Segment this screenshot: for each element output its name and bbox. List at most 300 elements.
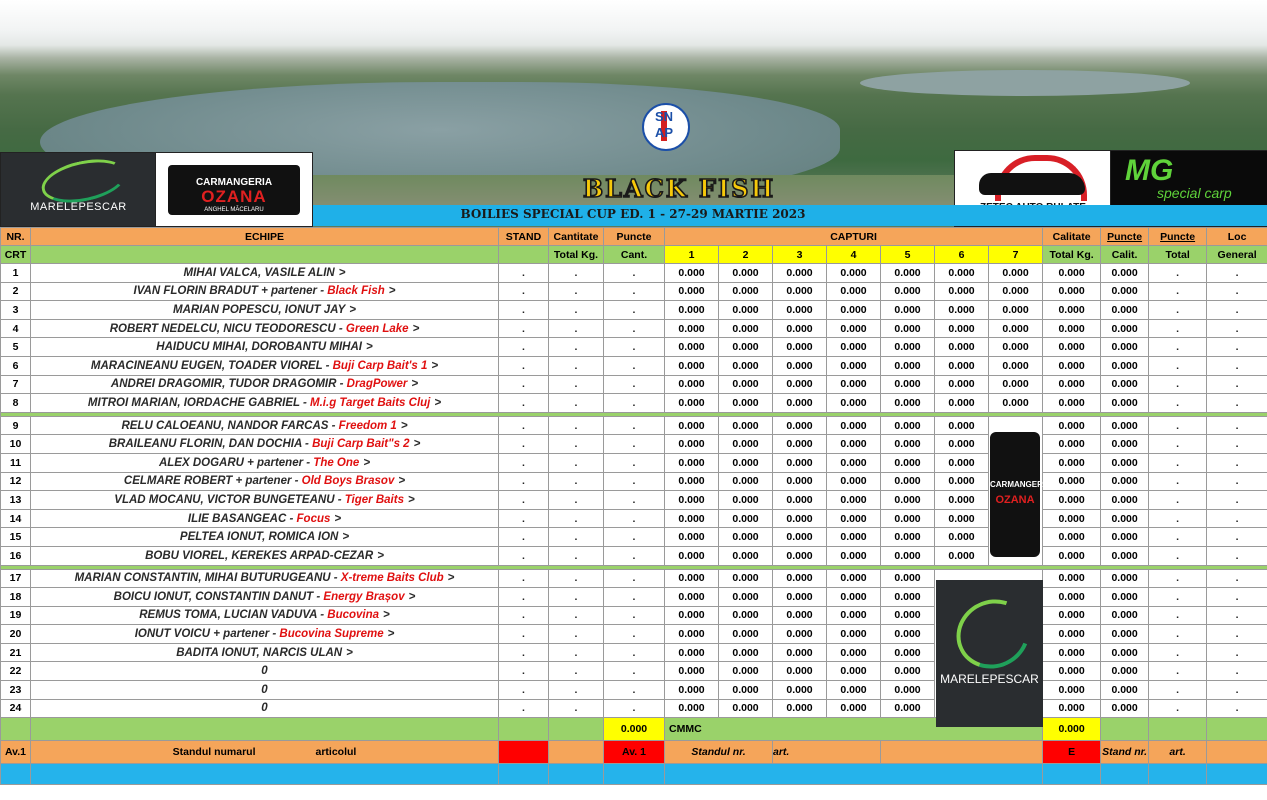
row-general: .: [1207, 264, 1267, 283]
row-stand: .: [499, 301, 549, 320]
table-row: [1, 491, 1267, 510]
row-capture-5: 0.000: [881, 375, 935, 394]
row-capture-5: 0.000: [881, 394, 935, 413]
row-calit-pts: 0.000: [1101, 662, 1149, 681]
row-capture-7: 0.000: [989, 319, 1043, 338]
row-capture-4: 0.000: [827, 319, 881, 338]
marele-pescar-inset-logo: [936, 580, 1043, 727]
row-total-kg: .: [549, 338, 604, 357]
row-general: .: [1207, 681, 1267, 700]
row-total-kg: .: [549, 588, 604, 607]
row-capture-6: 0.000: [935, 282, 989, 301]
col-c4: 4: [827, 246, 881, 264]
col-c6: 6: [935, 246, 989, 264]
footer-standul-left: [31, 741, 499, 764]
footer-standul-mid: Standul nr.: [665, 741, 773, 764]
row-capture-5: 0.000: [881, 606, 935, 625]
row-capture-1: 0.000: [665, 528, 719, 547]
row-calit-pts: 0.000: [1101, 606, 1149, 625]
row-nr: 14: [1, 509, 31, 528]
row-cant: .: [604, 546, 665, 565]
row-team: [31, 375, 499, 394]
row-general: .: [1207, 662, 1267, 681]
row-capture-2: 0.000: [719, 681, 773, 700]
table-row: [1, 264, 1267, 283]
row-capture-4: 0.000: [827, 528, 881, 547]
row-capture-3: 0.000: [773, 643, 827, 662]
carmangeria-sub: ANGHEL MĂCELARU: [204, 207, 264, 213]
row-calit-pts: 0.000: [1101, 625, 1149, 644]
carmangeria-top: CARMANGERIA: [195, 177, 273, 188]
row-general: .: [1207, 338, 1267, 357]
col-loc: Loc: [1207, 228, 1267, 246]
col-calit: Calit.: [1101, 246, 1149, 264]
team-name: RELU CALOEANU, NANDOR FARCAS -: [121, 419, 339, 432]
footer-totals-row: [1, 718, 1267, 741]
row-total-pts: .: [1149, 435, 1207, 454]
table-row: [1, 509, 1267, 528]
row-team: [31, 643, 499, 662]
row-nr: 22: [1, 662, 31, 681]
row-arrow-icon: >: [366, 341, 373, 354]
row-capture-3: 0.000: [773, 588, 827, 607]
table-row: [1, 319, 1267, 338]
row-capture-1: 0.000: [665, 546, 719, 565]
row-capture-3: 0.000: [773, 416, 827, 435]
row-capture-7: 0.000: [989, 338, 1043, 357]
row-calit-pts: 0.000: [1101, 509, 1149, 528]
team-name: REMUS TOMA, LUCIAN VADUVA -: [139, 609, 328, 622]
row-capture-3: 0.000: [773, 282, 827, 301]
row-team: [31, 528, 499, 547]
team-name: ILIE BASANGEAC -: [187, 512, 297, 525]
row-arrow-icon: >: [388, 285, 396, 298]
row-capture-1: 0.000: [665, 338, 719, 357]
row-stand: .: [499, 472, 549, 491]
table-row: [1, 338, 1267, 357]
row-cant: .: [604, 435, 665, 454]
footer-art-mid: art.: [773, 741, 881, 764]
team-name: 0: [261, 665, 268, 678]
row-capture-7: 0.000: [989, 375, 1043, 394]
row-total-kg: .: [549, 375, 604, 394]
row-total-kg: .: [549, 416, 604, 435]
row-capture-6: 0.000: [935, 491, 989, 510]
row-capture-1: 0.000: [665, 588, 719, 607]
row-capture-3: 0.000: [773, 435, 827, 454]
table-row: [1, 699, 1267, 718]
carmangeria-logo: [155, 152, 313, 227]
team-club: Bucovina: [327, 609, 380, 622]
row-capture-4: 0.000: [827, 394, 881, 413]
row-capture-5: 0.000: [881, 643, 935, 662]
row-capture-1: 0.000: [665, 643, 719, 662]
mg-sub: special carp: [1157, 185, 1232, 201]
row-cant: .: [604, 264, 665, 283]
row-capture-2: 0.000: [719, 528, 773, 547]
row-capture-2: 0.000: [719, 662, 773, 681]
row-team: [31, 509, 499, 528]
row-capture-3: 0.000: [773, 546, 827, 565]
row-team: [31, 472, 499, 491]
row-capture-5: 0.000: [881, 319, 935, 338]
row-cant: .: [604, 528, 665, 547]
col-c2: 2: [719, 246, 773, 264]
row-stand: .: [499, 625, 549, 644]
row-capture-2: 0.000: [719, 546, 773, 565]
row-capture-6: 0.000: [935, 356, 989, 375]
footer-nr: [1, 718, 31, 741]
row-capture-1: 0.000: [665, 264, 719, 283]
row-capture-6: 0.000: [935, 509, 989, 528]
row-capture-2: 0.000: [719, 491, 773, 510]
row-total-pts: .: [1149, 546, 1207, 565]
col-c7: 7: [989, 246, 1043, 264]
row-capture-4: 0.000: [827, 491, 881, 510]
footer-team: [31, 718, 499, 741]
row-calit-pts: 0.000: [1101, 569, 1149, 588]
row-capture-7: 0.000: [989, 264, 1043, 283]
row-cant: .: [604, 472, 665, 491]
row-capture-5: 0.000: [881, 681, 935, 700]
row-cant: .: [604, 699, 665, 718]
footer-total-pts: [1149, 718, 1207, 741]
row-calit-kg: 0.000: [1043, 301, 1101, 320]
row-cant: .: [604, 453, 665, 472]
team-name: 0: [261, 702, 268, 715]
row-calit-pts: 0.000: [1101, 643, 1149, 662]
row-capture-5: 0.000: [881, 338, 935, 357]
row-general: .: [1207, 643, 1267, 662]
row-capture-6: 0.000: [935, 394, 989, 413]
row-total-pts: .: [1149, 606, 1207, 625]
row-total-kg: .: [549, 453, 604, 472]
col-crt: CRT: [1, 246, 31, 264]
footer-general: [1207, 718, 1267, 741]
row-general: .: [1207, 569, 1267, 588]
row-total-kg: .: [549, 681, 604, 700]
table-row: [1, 681, 1267, 700]
row-calit-pts: 0.000: [1101, 301, 1149, 320]
row-calit-kg: 0.000: [1043, 606, 1101, 625]
row-capture-3: 0.000: [773, 681, 827, 700]
row-total-kg: .: [549, 356, 604, 375]
col-calitate: Calitate: [1043, 228, 1101, 246]
row-stand: .: [499, 546, 549, 565]
row-general: .: [1207, 625, 1267, 644]
row-general: .: [1207, 588, 1267, 607]
row-total-pts: .: [1149, 472, 1207, 491]
row-calit-kg: 0.000: [1043, 509, 1101, 528]
row-cant: .: [604, 338, 665, 357]
row-nr: 20: [1, 625, 31, 644]
row-calit-pts: 0.000: [1101, 394, 1149, 413]
row-total-kg: .: [549, 319, 604, 338]
row-general: .: [1207, 375, 1267, 394]
row-capture-3: 0.000: [773, 569, 827, 588]
row-stand: .: [499, 264, 549, 283]
row-capture-3: 0.000: [773, 375, 827, 394]
row-capture-5: 0.000: [881, 491, 935, 510]
col-total-kg-calit: Total Kg.: [1043, 246, 1101, 264]
col-stand-sub: [499, 246, 549, 264]
row-capture-1: 0.000: [665, 375, 719, 394]
row-capture-1: 0.000: [665, 699, 719, 718]
row-capture-3: 0.000: [773, 662, 827, 681]
row-capture-1: 0.000: [665, 435, 719, 454]
row-cant: .: [604, 356, 665, 375]
row-nr: 10: [1, 435, 31, 454]
row-capture-4: 0.000: [827, 453, 881, 472]
row-stand: .: [499, 681, 549, 700]
row-total-kg: .: [549, 625, 604, 644]
team-name: ALEX DOGARU + partener -: [158, 456, 314, 469]
row-total-pts: .: [1149, 625, 1207, 644]
row-arrow-icon: >: [383, 609, 390, 622]
row-nr: 11: [1, 453, 31, 472]
footer-org-4: [1207, 741, 1267, 764]
row-calit-pts: 0.000: [1101, 356, 1149, 375]
team-club: Tiger Baits: [344, 493, 404, 506]
row-capture-1: 0.000: [665, 625, 719, 644]
row-team: [31, 681, 499, 700]
row-total-pts: .: [1149, 681, 1207, 700]
row-general: .: [1207, 301, 1267, 320]
sn-ap-logo: [640, 103, 688, 163]
table-row: [1, 301, 1267, 320]
row-nr: 4: [1, 319, 31, 338]
row-arrow-icon: >: [398, 475, 406, 488]
lake-photo-far: [860, 70, 1190, 96]
row-total-kg: .: [549, 282, 604, 301]
row-team: [31, 491, 499, 510]
row-capture-3: 0.000: [773, 491, 827, 510]
row-capture-4: 0.000: [827, 282, 881, 301]
row-general: .: [1207, 472, 1267, 491]
row-arrow-icon: >: [447, 572, 455, 585]
row-capture-6: 0.000: [935, 301, 989, 320]
team-club: M.i.g Target Baits Cluj: [310, 396, 431, 409]
row-total-pts: .: [1149, 356, 1207, 375]
row-calit-kg: 0.000: [1043, 375, 1101, 394]
row-nr: 8: [1, 394, 31, 413]
row-team: [31, 606, 499, 625]
row-total-pts: .: [1149, 338, 1207, 357]
row-capture-2: 0.000: [719, 588, 773, 607]
row-stand: .: [499, 319, 549, 338]
row-total-pts: .: [1149, 264, 1207, 283]
row-cant: .: [604, 569, 665, 588]
row-calit-pts: 0.000: [1101, 282, 1149, 301]
row-capture-3: 0.000: [773, 472, 827, 491]
row-calit-pts: 0.000: [1101, 338, 1149, 357]
row-stand: .: [499, 375, 549, 394]
footer-blue-1: [31, 764, 499, 785]
team-club: Bucovina Supreme: [279, 628, 384, 641]
footer-calit-pts: [1101, 718, 1149, 741]
row-capture-4: 0.000: [827, 588, 881, 607]
row-total-pts: .: [1149, 375, 1207, 394]
row-team: [31, 301, 499, 320]
row-team: [31, 453, 499, 472]
row-calit-kg: 0.000: [1043, 472, 1101, 491]
row-capture-5: 0.000: [881, 416, 935, 435]
row-team: [31, 356, 499, 375]
row-capture-5: 0.000: [881, 569, 935, 588]
team-name: IONUT VOICU + partener -: [134, 628, 280, 641]
row-capture-4: 0.000: [827, 472, 881, 491]
row-calit-kg: 0.000: [1043, 699, 1101, 718]
event-subtitle: BOILIES SPECIAL CUP ED. 1 - 27-29 MARTIE 2023: [460, 207, 806, 221]
row-team: [31, 569, 499, 588]
team-name: HAIDUCU MIHAI, DOROBANTU MIHAI: [156, 341, 362, 354]
col-cant: Cant.: [604, 246, 665, 264]
footer-org-2: [549, 741, 604, 764]
row-capture-2: 0.000: [719, 394, 773, 413]
row-capture-5: 0.000: [881, 435, 935, 454]
row-nr: 7: [1, 375, 31, 394]
row-calit-pts: 0.000: [1101, 588, 1149, 607]
row-cant: .: [604, 375, 665, 394]
row-capture-6: 0.000: [935, 375, 989, 394]
footer-stand-nr: Stand nr.: [1101, 741, 1149, 764]
table-row: [1, 375, 1267, 394]
row-capture-4: 0.000: [827, 356, 881, 375]
carmangeria-name: OZANA: [201, 187, 267, 206]
row-capture-2: 0.000: [719, 435, 773, 454]
row-capture-3: 0.000: [773, 509, 827, 528]
row-calit-kg: 0.000: [1043, 435, 1101, 454]
row-capture-2: 0.000: [719, 356, 773, 375]
row-stand: .: [499, 491, 549, 510]
row-calit-kg: 0.000: [1043, 588, 1101, 607]
table-row: [1, 606, 1267, 625]
row-total-pts: .: [1149, 282, 1207, 301]
row-capture-1: 0.000: [665, 472, 719, 491]
row-total-pts: .: [1149, 699, 1207, 718]
row-total-kg: .: [549, 528, 604, 547]
carmangeria-inset-logo: [990, 432, 1051, 557]
row-capture-5: 0.000: [881, 264, 935, 283]
header-row-1: [1, 228, 1267, 246]
row-capture-6: 0.000: [935, 416, 989, 435]
row-calit-kg: 0.000: [1043, 319, 1101, 338]
team-name: MARIAN CONSTANTIN, MIHAI BUTURUGEANU -: [74, 572, 341, 585]
team-name: ANDREI DRAGOMIR, TUDOR DRAGOMIR -: [110, 378, 347, 391]
row-capture-7: 0.000: [989, 394, 1043, 413]
footer-red-1: [499, 741, 549, 764]
team-club: Buji Carp Bait's 1: [332, 359, 428, 372]
row-calit-pts: 0.000: [1101, 435, 1149, 454]
row-team: [31, 662, 499, 681]
team-name: VLAD MOCANU, VICTOR BUNGETEANU -: [114, 493, 345, 506]
row-calit-pts: 0.000: [1101, 264, 1149, 283]
row-total-kg: .: [549, 491, 604, 510]
row-arrow-icon: >: [334, 512, 342, 525]
row-capture-6: 0.000: [935, 435, 989, 454]
team-name: BRAILEANU FLORIN, DAN DOCHIA -: [108, 438, 313, 451]
footer-standul-text: Standul numarul: [172, 746, 256, 759]
row-nr: 18: [1, 588, 31, 607]
row-capture-5: 0.000: [881, 662, 935, 681]
row-arrow-icon: >: [407, 493, 415, 506]
footer-cmmc: CMMC: [665, 718, 1043, 741]
row-capture-2: 0.000: [719, 338, 773, 357]
row-capture-4: 0.000: [827, 375, 881, 394]
row-team: [31, 546, 499, 565]
row-cant: .: [604, 662, 665, 681]
row-team: [31, 319, 499, 338]
table-row: [1, 394, 1267, 413]
row-capture-7: 0.000: [989, 356, 1043, 375]
row-general: .: [1207, 356, 1267, 375]
row-capture-1: 0.000: [665, 356, 719, 375]
col-echipe-sub: [31, 246, 499, 264]
row-stand: .: [499, 394, 549, 413]
car-icon: [979, 173, 1085, 195]
row-arrow-icon: >: [411, 378, 419, 391]
row-calit-kg: 0.000: [1043, 681, 1101, 700]
row-capture-5: 0.000: [881, 509, 935, 528]
row-capture-2: 0.000: [719, 606, 773, 625]
footer-cant-total: 0.000: [604, 718, 665, 741]
row-cant: .: [604, 416, 665, 435]
row-general: .: [1207, 528, 1267, 547]
row-stand: .: [499, 356, 549, 375]
team-club: Freedom 1: [338, 419, 397, 432]
row-calit-kg: 0.000: [1043, 416, 1101, 435]
table-row: [1, 435, 1267, 454]
row-capture-3: 0.000: [773, 264, 827, 283]
event-title: BLACK FISH: [582, 174, 776, 203]
row-calit-kg: 0.000: [1043, 662, 1101, 681]
row-total-pts: .: [1149, 528, 1207, 547]
row-total-pts: .: [1149, 319, 1207, 338]
col-nr: NR.: [1, 228, 31, 246]
row-cant: .: [604, 282, 665, 301]
row-arrow-icon: >: [363, 456, 371, 469]
row-nr: 21: [1, 643, 31, 662]
row-stand: .: [499, 643, 549, 662]
row-general: .: [1207, 491, 1267, 510]
table-row: [1, 588, 1267, 607]
team-name: IVAN FLORIN BRADUT + partener -: [133, 285, 328, 298]
row-capture-1: 0.000: [665, 491, 719, 510]
row-nr: 17: [1, 569, 31, 588]
team-club: Old Boys Brasov: [301, 475, 395, 488]
table-row: [1, 282, 1267, 301]
row-calit-kg: 0.000: [1043, 546, 1101, 565]
table-row: [1, 546, 1267, 565]
row-stand: .: [499, 509, 549, 528]
row-arrow-icon: >: [400, 419, 408, 432]
row-calit-kg: 0.000: [1043, 643, 1101, 662]
team-club: The One: [313, 456, 360, 469]
row-total-pts: .: [1149, 509, 1207, 528]
row-general: .: [1207, 282, 1267, 301]
row-arrow-icon: >: [412, 322, 420, 335]
col-puncte-calit: Puncte: [1101, 228, 1149, 246]
footer-blue-2: [499, 764, 549, 785]
row-stand: .: [499, 588, 549, 607]
table-row: [1, 662, 1267, 681]
row-calit-pts: 0.000: [1101, 681, 1149, 700]
row-team: [31, 264, 499, 283]
row-stand: .: [499, 569, 549, 588]
team-name: BOBU VIOREL, KEREKES ARPAD-CEZAR: [145, 549, 374, 562]
footer-blue-9: [1207, 764, 1267, 785]
row-nr: 15: [1, 528, 31, 547]
